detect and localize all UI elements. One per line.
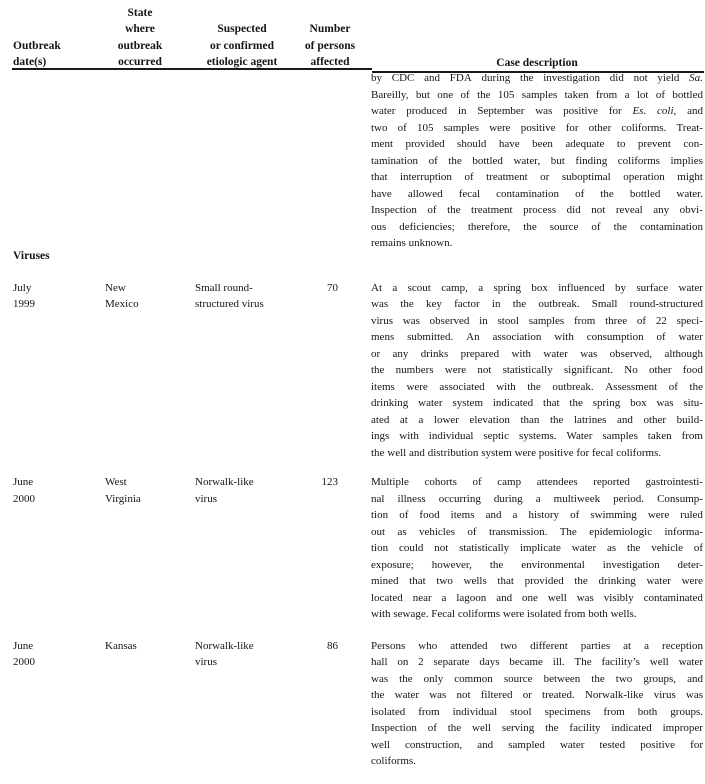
description-line: ings with individual septic systems. Water samples taken from [371, 430, 703, 443]
cell-line: June [13, 476, 34, 488]
description-line: At a scout camp, a spring box influenced by surface water [371, 281, 703, 294]
col-header-case-description: Case description [496, 57, 578, 69]
description-line: was the key factor in the outbreak. Small round-structured [371, 298, 703, 311]
cell-line: Mexico [105, 298, 139, 311]
cell-line: Norwalk-like [195, 476, 254, 488]
description-line: Multiple cohorts of camp attendees reported gastrointesti- [371, 476, 703, 488]
description-line: ous deficiencies; therefore, the source of the contamination [371, 220, 703, 233]
description-line: two of 105 samples were positive for other coliforms. Treat- [371, 121, 703, 134]
description-line: the well and distribution system were positive for fecal coliforms. [371, 446, 662, 459]
col-header-line: occurred [118, 56, 162, 69]
col-header-state [95, 5, 185, 71]
description-line: with sewage. Fecal coliforms were isolated from both wells. [371, 608, 637, 621]
continuation-case-description [371, 70, 703, 252]
description-line: exposure; however, the environmental investigation deter- [371, 558, 703, 571]
cell-case-description [371, 638, 703, 770]
cell-etiologic-agent [195, 638, 254, 671]
cell-line: Kansas [105, 639, 137, 652]
cell-line: West [105, 476, 127, 488]
cell-case-description [371, 280, 703, 462]
description-line: ment provided should have been adequate to prevent con- [371, 138, 703, 151]
cell-line: Virginia [105, 492, 141, 505]
section-label-viruses: Viruses [13, 250, 50, 262]
cell-outbreak-date [13, 638, 35, 671]
description-line: mined that two wells that provided the drinking water were [371, 575, 703, 588]
cell-outbreak-date [13, 474, 35, 507]
cell-line: 1999 [13, 298, 35, 311]
description-line: hall on 2 separate days became ill. The facility’s well water [371, 656, 703, 669]
cell-persons-affected: 70 [327, 281, 338, 294]
description-line: tion could not statistically implicate water as the vehicle of [371, 542, 703, 555]
cell-line: 2000 [13, 656, 35, 669]
cell-line: 2000 [13, 492, 35, 505]
description-line: remains unknown. [371, 237, 453, 250]
col-header-affected [288, 21, 372, 70]
cell-line: New [105, 281, 126, 294]
cell-state [105, 638, 137, 655]
description-line: Persons who attended two different parties at a reception [371, 639, 703, 652]
col-header-line: etiologic agent [206, 56, 278, 69]
header-rule-left [12, 68, 372, 70]
cell-state [105, 474, 141, 507]
cell-line: Norwalk-like [195, 639, 254, 652]
cell-persons-affected: 123 [321, 476, 338, 488]
cell-etiologic-agent [195, 474, 254, 507]
description-line: coliforms. [371, 755, 416, 768]
col-header-agent [185, 21, 299, 70]
col-header-line: State [127, 7, 153, 19]
description-line: items were associated with the outbreak. Assessment of the [371, 380, 703, 393]
description-line: nal illness occurring during a multiweek period. Consump- [371, 492, 703, 505]
description-line: or any drinks prepared with water was observed, although [371, 347, 703, 360]
cell-line: virus [195, 656, 217, 669]
col-header-line: where [125, 23, 155, 36]
cell-line: June [13, 639, 34, 652]
description-line: mens submitted. An association with consumption of water [371, 331, 703, 344]
col-header-line: Outbreak [13, 39, 61, 52]
description-line: tion of food items and a history of swimming were ruled [371, 509, 703, 522]
col-header-outbreak-date [13, 38, 61, 71]
description-line: Bareilly, but one of the 105 samples taken from a lot of bottled [371, 88, 703, 101]
description-line: that interruption of treatment or suboptimal operation might [371, 171, 703, 184]
description-line: ated at a lower elevation than the latrines and other build- [371, 413, 703, 426]
description-line: Inspection of the well serving the facility indicated improper [371, 722, 703, 735]
cell-line: Small round- [195, 281, 253, 294]
description-line: the numbers were not statistically significant. No other food [371, 364, 703, 377]
cell-state [105, 280, 139, 313]
description-line: well construction, and sampled water tested positive for [371, 738, 703, 751]
col-header-line: date(s) [13, 56, 47, 69]
cell-case-description [371, 474, 703, 623]
description-line: water produced in September was positive for Es. coli, and [371, 105, 703, 118]
cell-line: structured virus [195, 298, 264, 311]
description-line: was the only common source between the two groups, and [371, 672, 703, 685]
description-line: Inspection of the treatment process did not reveal any obvi- [371, 204, 703, 217]
cell-persons-affected: 86 [327, 639, 338, 652]
col-header-line: of persons [304, 39, 356, 52]
col-header-line: Number [309, 23, 351, 36]
description-line: isolated from individual stool specimens from both groups. [371, 705, 703, 718]
col-header-line: affected [310, 56, 350, 69]
description-line: the water was not filtered or treated. Norwalk-like virus was [371, 689, 703, 702]
description-line: drinking water system indicated that the spring box was situ- [371, 397, 703, 410]
cell-etiologic-agent [195, 280, 264, 313]
description-line: tamination of the bottled water, but finding coliforms implies [371, 154, 703, 167]
description-line: located near a lagoon and one well was visibly contaminated [371, 591, 703, 604]
col-header-line: outbreak [117, 39, 163, 52]
cell-line: virus [195, 492, 217, 505]
description-line: out as vehicles of transmission. The epidemiologic informa- [371, 525, 703, 538]
col-header-line: or confirmed [210, 39, 274, 52]
cell-line: July [13, 281, 32, 294]
description-line: have allowed fecal contamination of the bottled water. [371, 187, 703, 200]
cell-outbreak-date [13, 280, 35, 313]
description-line: by CDC and FDA during the investigation did not yield Sa. [371, 72, 703, 84]
description-line: virus was observed in stool samples from three of 22 speci- [371, 314, 703, 327]
col-header-line: Suspected [217, 23, 267, 36]
